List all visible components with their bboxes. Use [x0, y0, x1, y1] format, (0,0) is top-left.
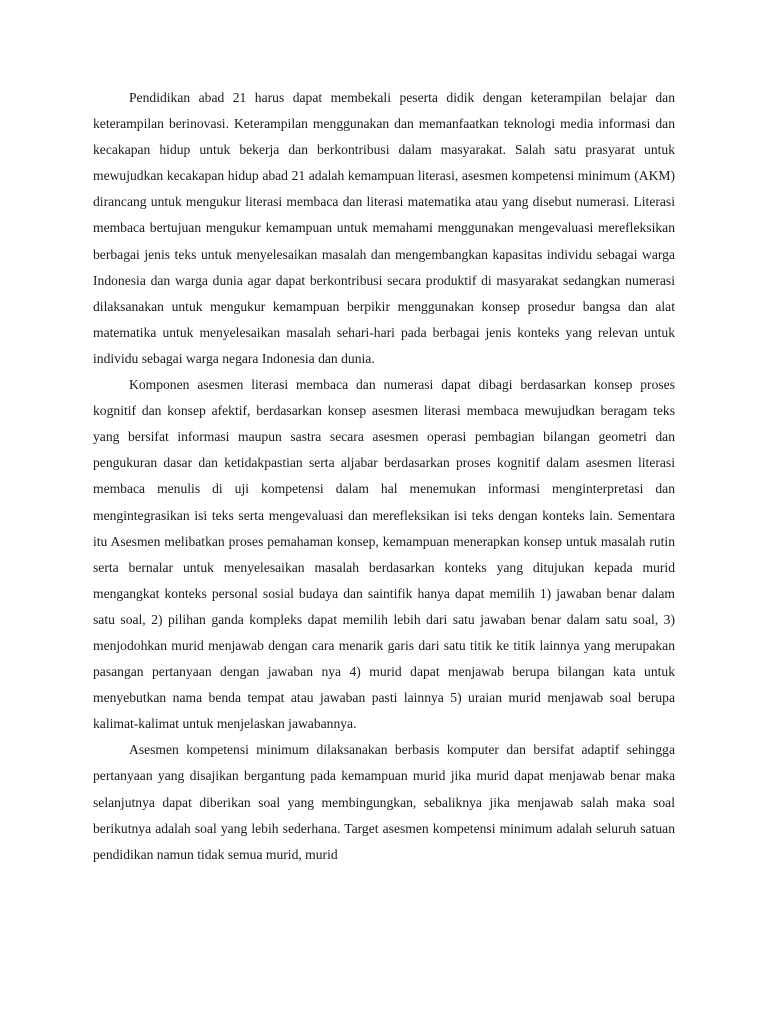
paragraph-3: Asesmen kompetensi minimum dilaksanakan berbasis komputer dan bersifat adaptif sehingga pertanyaan yang disajikan bergantung pada kemampuan murid jika murid dapat menjawab benar maka selanjutnya dapat diberikan soal yang membingungkan, sebaliknya jika menjawab salah maka soal berikutnya adalah soal yang lebih sederhana. Target asesmen kompetensi minimum adalah seluruh satuan pendidikan namun tidak semua murid, murid: [93, 742, 675, 862]
paragraph-2: Komponen asesmen literasi membaca dan numerasi dapat dibagi berdasarkan konsep proses kognitif dan konsep afektif, berdasarkan konsep asesmen literasi membaca mewujudkan beragam teks yang bersifat informasi maupun sastra secara asesmen operasi pembagian bilangan geometri dan pengukuran dasar dan ketidakpastian serta aljabar berdasarkan proses kognitif dalam asesmen literasi membaca menulis di uji kompetensi dalam hal menemukan informasi menginterpretasi dan mengintegrasikan isi teks serta mengevaluasi dan merefleksikan isi teks dengan konteks lain. Sementara itu Asesmen melibatkan proses pemahaman konsep, kemampuan menerapkan konsep untuk masalah rutin serta bernalar untuk menyelesaikan masalah berdasarkan konteks yang ditujukan kepada murid mengangkat konteks personal sosial budaya dan saintifik hanya dapat memilih 1) jawaban benar dalam satu soal, 2) pilihan ganda kompleks dapat memilih lebih dari satu jawaban benar dalam satu soal, 3) menjodohkan murid menjawab dengan cara menarik garis dari satu titik ke titik lainnya yang merupakan pasangan pertanyaan dengan jawaban nya 4) murid dapat menjawab berupa bilangan kata untuk menyebutkan nama benda tempat atau jawaban pasti lainnya 5) uraian murid menjawab soal berupa kalimat-kalimat untuk menjelaskan jawabannya.: [93, 377, 675, 732]
paragraph-1: Pendidikan abad 21 harus dapat membekali peserta didik dengan keterampilan belajar dan keterampilan berinovasi. Keterampilan menggunakan dan memanfaatkan teknologi media informasi dan kecakapan hidup untuk bekerja dan berkontribusi dalam masyarakat. Salah satu prasyarat untuk mewujudkan kecakapan hidup abad 21 adalah kemampuan literasi, asesmen kompetensi minimum (AKM) dirancang untuk mengukur literasi membaca dan literasi matematika atau yang disebut numerasi. Literasi membaca bertujuan mengukur kemampuan untuk memahami menggunakan mengevaluasi merefleksikan berbagai jenis teks untuk menyelesaikan masalah dan mengembangkan kapasitas individu sebagai warga Indonesia dan warga dunia agar dapat berkontribusi secara produktif di masyarakat sedangkan numerasi dilaksanakan untuk mengukur kemampuan berpikir menggunakan konsep prosedur bangsa dan alat matematika untuk menyelesaikan masalah sehari-hari pada berbagai jenis konteks yang relevan untuk individu sebagai warga negara Indonesia dan dunia.: [93, 90, 675, 366]
document-page: [93, 85, 675, 868]
